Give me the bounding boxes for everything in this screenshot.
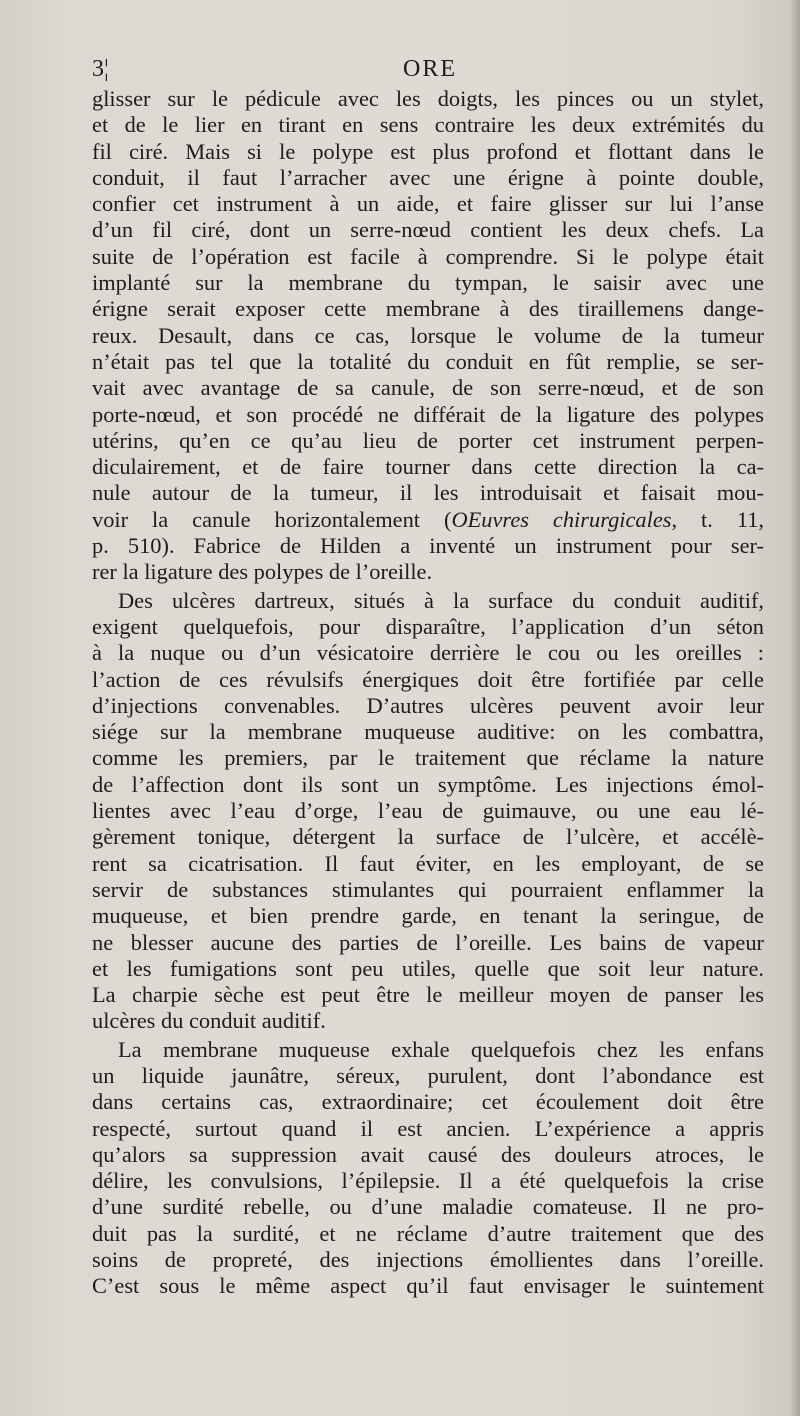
text-line: conduit, il faut l’arracher avec une érigne à pointe double, <box>92 164 764 190</box>
text-line: porte-nœud, et son procédé ne différait de la ligature des polypes <box>92 401 764 427</box>
text-line: nule autour de la tumeur, il les introduisait et faisait mou- <box>92 480 764 506</box>
paragraph <box>92 86 764 586</box>
text-line: confier cet instrument à un aide, et faire glisser sur lui l’anse <box>92 191 764 217</box>
body-text <box>92 86 764 1300</box>
text-line: siége sur la membrane muqueuse auditive: on les combattra, <box>92 719 764 745</box>
text-line: d’injections convenables. D’autres ulcères peuvent avoir leur <box>92 692 764 718</box>
text-line: reux. Desault, dans ce cas, lorsque le volume de la tumeur <box>92 322 764 348</box>
text-line: lientes avec l’eau d’orge, l’eau de guimauve, ou une eau lé- <box>92 798 764 824</box>
text-line: délire, les convulsions, l’épilepsie. Il a été quelquefois la crise <box>92 1168 764 1194</box>
text-line: La membrane muqueuse exhale quelquefois chez les enfans <box>118 1036 764 1062</box>
page-edge-shadow <box>790 0 800 1416</box>
text-line: glisser sur le pédicule avec les doigts, les pinces ou un stylet, <box>92 86 764 111</box>
text-line: érigne serait exposer cette membrane à des tiraillemens dange- <box>92 296 764 322</box>
text-line: et de le lier en tirant en sens contraire les deux extrémités du <box>92 112 764 138</box>
text-line: ulcères du conduit auditif. <box>92 1008 326 1034</box>
text-segment: , t. 11, <box>671 506 764 532</box>
paragraph <box>92 588 764 1035</box>
page-header <box>90 56 770 90</box>
text-line: comme les premiers, par le traitement que réclame la nature <box>92 745 764 771</box>
text-line: l’action de ces révulsifs énergiques doit être fortifiée par celle <box>92 666 764 692</box>
text-line: gèrement tonique, détergent la surface de l’ulcère, et accélè- <box>92 824 764 850</box>
text-line: un liquide jaunâtre, séreux, purulent, dont l’abondance est <box>92 1062 764 1088</box>
text-line: servir de substances stimulantes qui pourraient enflammer la <box>92 876 764 902</box>
text-line: n’était pas tel que la totalité du conduit en fût remplie, se ser- <box>92 348 764 374</box>
text-line: Des ulcères dartreux, situés à la surface du conduit auditif, <box>118 587 764 613</box>
text-line: d’un fil ciré, dont un serre-nœud contient les deux chefs. La <box>92 217 764 243</box>
text-line: duit pas la surdité, et ne réclame d’autre traitement que des <box>92 1220 764 1246</box>
text-line: C’est sous le même aspect qu’il faut envisager le suintement <box>92 1273 764 1299</box>
text-line: respecté, surtout quand il est ancien. L’expérience a appris <box>92 1115 764 1141</box>
paragraph <box>92 1037 764 1300</box>
text-segment: voir la canule horizontalement ( <box>92 506 452 532</box>
text-line: ne blesser aucune des parties de l’oreille. Les bains de vapeur <box>92 929 764 955</box>
text-line: utérins, qu’en ce qu’au lieu de porter cet instrument perpen- <box>92 427 764 453</box>
text-line: à la nuque ou d’un vésicatoire derrière le cou ou les oreilles : <box>92 640 764 666</box>
page-number: 3¦ <box>92 56 109 82</box>
text-line: vait avec avantage de sa canule, de son serre-nœud, et de son <box>92 375 764 401</box>
text-line: rent sa cicatrisation. Il faut éviter, en les employant, de se <box>92 850 764 876</box>
text-line: implanté sur la membrane du tympan, le saisir avec une <box>92 270 764 296</box>
text-line: dans certains cas, extraordinaire; cet écoulement doit être <box>92 1089 764 1115</box>
text-line: La charpie sèche est peut être le meilleur moyen de panser les <box>92 982 764 1008</box>
text-line: d’une surdité rebelle, ou d’une maladie comateuse. Il ne pro- <box>92 1194 764 1220</box>
text-line: muqueuse, et bien prendre garde, en tenant la seringue, de <box>92 903 764 929</box>
text-line: de l’affection dont ils sont un symptôme. Les injections émol- <box>92 771 764 797</box>
text-line: suite de l’opération est facile à comprendre. Si le polype était <box>92 243 764 269</box>
running-head: ORE <box>403 56 457 82</box>
text-line: exigent quelquefois, pour disparaître, l’application d’un séton <box>92 613 764 639</box>
citation-title: OEuvres chirurgicales <box>451 506 672 532</box>
text-line: fil ciré. Mais si le polype est plus profond et flottant dans le <box>92 138 764 164</box>
text-line-with-citation <box>92 507 764 533</box>
text-line: qu’alors sa suppression avait causé des douleurs atroces, le <box>92 1141 764 1167</box>
text-line: diculairement, et de faire tourner dans cette direction la ca- <box>92 454 764 480</box>
text-line: et les fumigations sont peu utiles, quelle que soit leur nature. <box>92 955 764 981</box>
text-line: soins de propreté, des injections émollientes dans l’oreille. <box>92 1247 764 1273</box>
text-line: rer la ligature des polypes de l’oreille. <box>92 559 433 585</box>
text-line: p. 510). Fabrice de Hilden a inventé un instrument pour ser- <box>92 533 764 559</box>
